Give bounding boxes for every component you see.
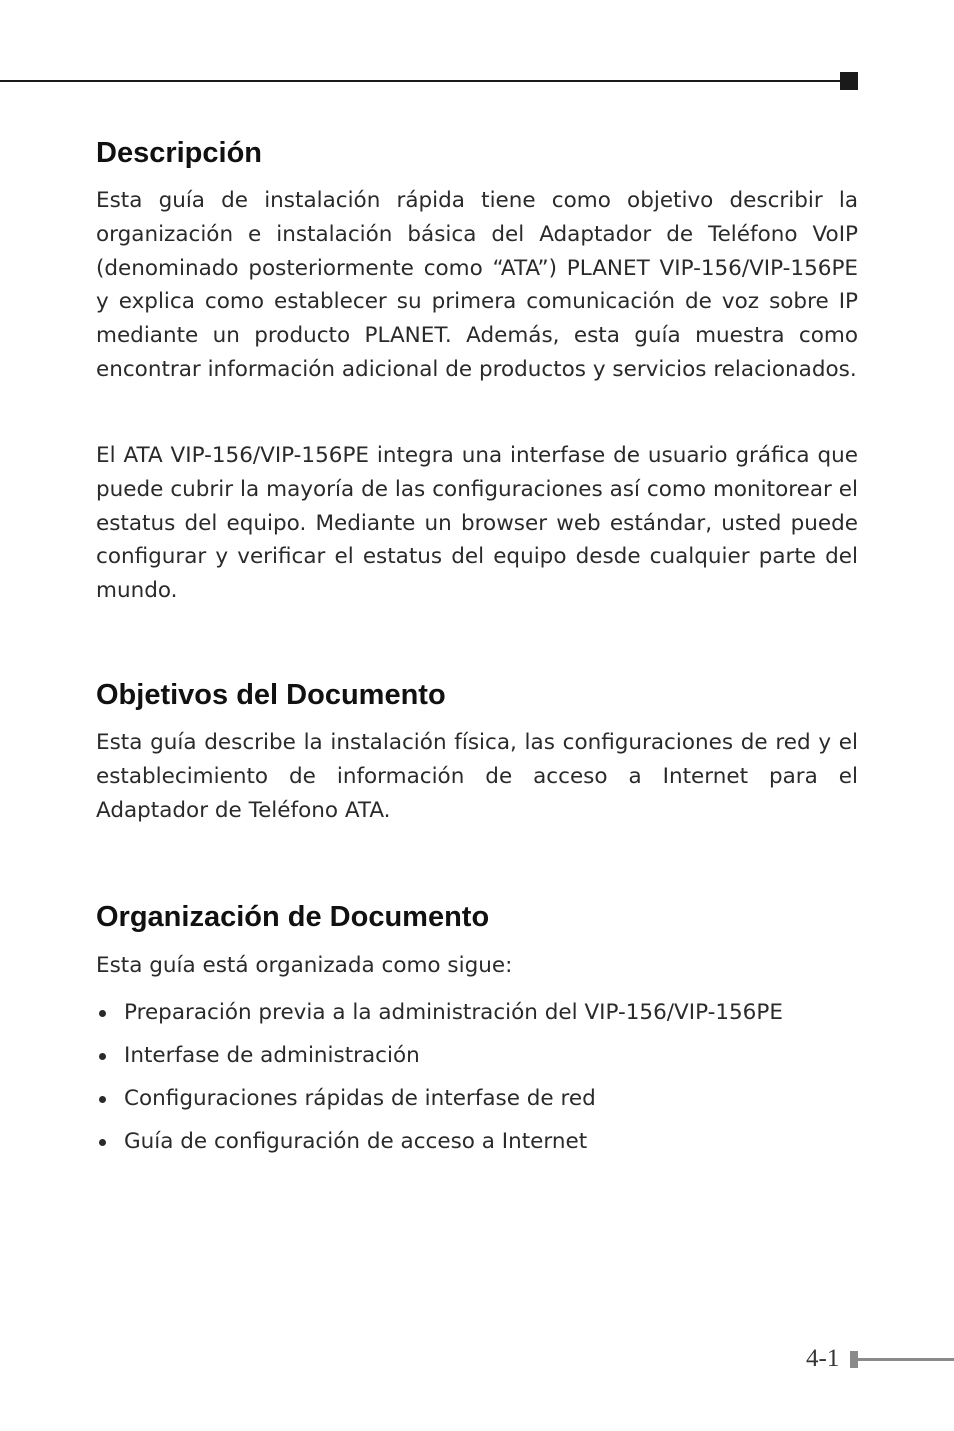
footer-rule: [858, 1358, 954, 1361]
descripcion-paragraph-2: El ATA VIP-156/VIP-156PE integra una interfase de usuario gráfica que puede cubrir la mayoría de las configuraciones así como monitorear el estatus del equipo. Mediante un browser web estándar, usted puede configurar y verificar el estatus del equipo desde cualquier parte del mundo.: [96, 443, 858, 604]
list-item-text: Configuraciones rápidas de interfase de red: [124, 1086, 596, 1111]
header-rule: [0, 80, 842, 82]
list-item-text: Interfase de administración: [124, 1043, 420, 1068]
objetivos-paragraph: Esta guía describe la instalación física, las configuraciones de red y el establecimiento de información de acceso a Internet para el Adaptador de Teléfono ATA.: [96, 730, 858, 823]
list-item: [96, 1077, 858, 1120]
footer-marker: [850, 1351, 858, 1368]
list-item-text: Preparación previa a la administración del VIP-156/VIP-156PE: [124, 1000, 783, 1025]
organizacion-list: [96, 991, 858, 1163]
descripcion-paragraph-1: Esta guía de instalación rápida tiene como objetivo describir la organización e instalación básica del Adaptador de Teléfono VoIP (denominado posteriormente como “ATA”) PLANET VIP-156/VIP-156PE y explica como establecer su primera comunicación de voz sobre IP mediante un producto PLANET. Además, esta guía muestra como encontrar información adicional de productos y servicios relacionados.: [96, 188, 858, 382]
list-item: [96, 1034, 858, 1077]
section-heading-descripcion: Descripción: [96, 137, 262, 169]
list-item: [96, 991, 858, 1034]
section-heading-objetivos: Objetivos del Documento: [96, 679, 446, 711]
bullet-icon: [99, 1010, 106, 1017]
list-item-text: Guía de configuración de acceso a Internet: [124, 1129, 588, 1154]
header-marker: [840, 72, 858, 90]
section-heading-organizacion: Organización de Documento: [96, 901, 490, 933]
organizacion-intro: Esta guía está organizada como sigue:: [96, 953, 513, 978]
bullet-icon: [99, 1139, 106, 1146]
bullet-icon: [99, 1053, 106, 1060]
bullet-icon: [99, 1096, 106, 1103]
list-item: [96, 1120, 858, 1163]
page-number: 4-1: [806, 1345, 840, 1372]
